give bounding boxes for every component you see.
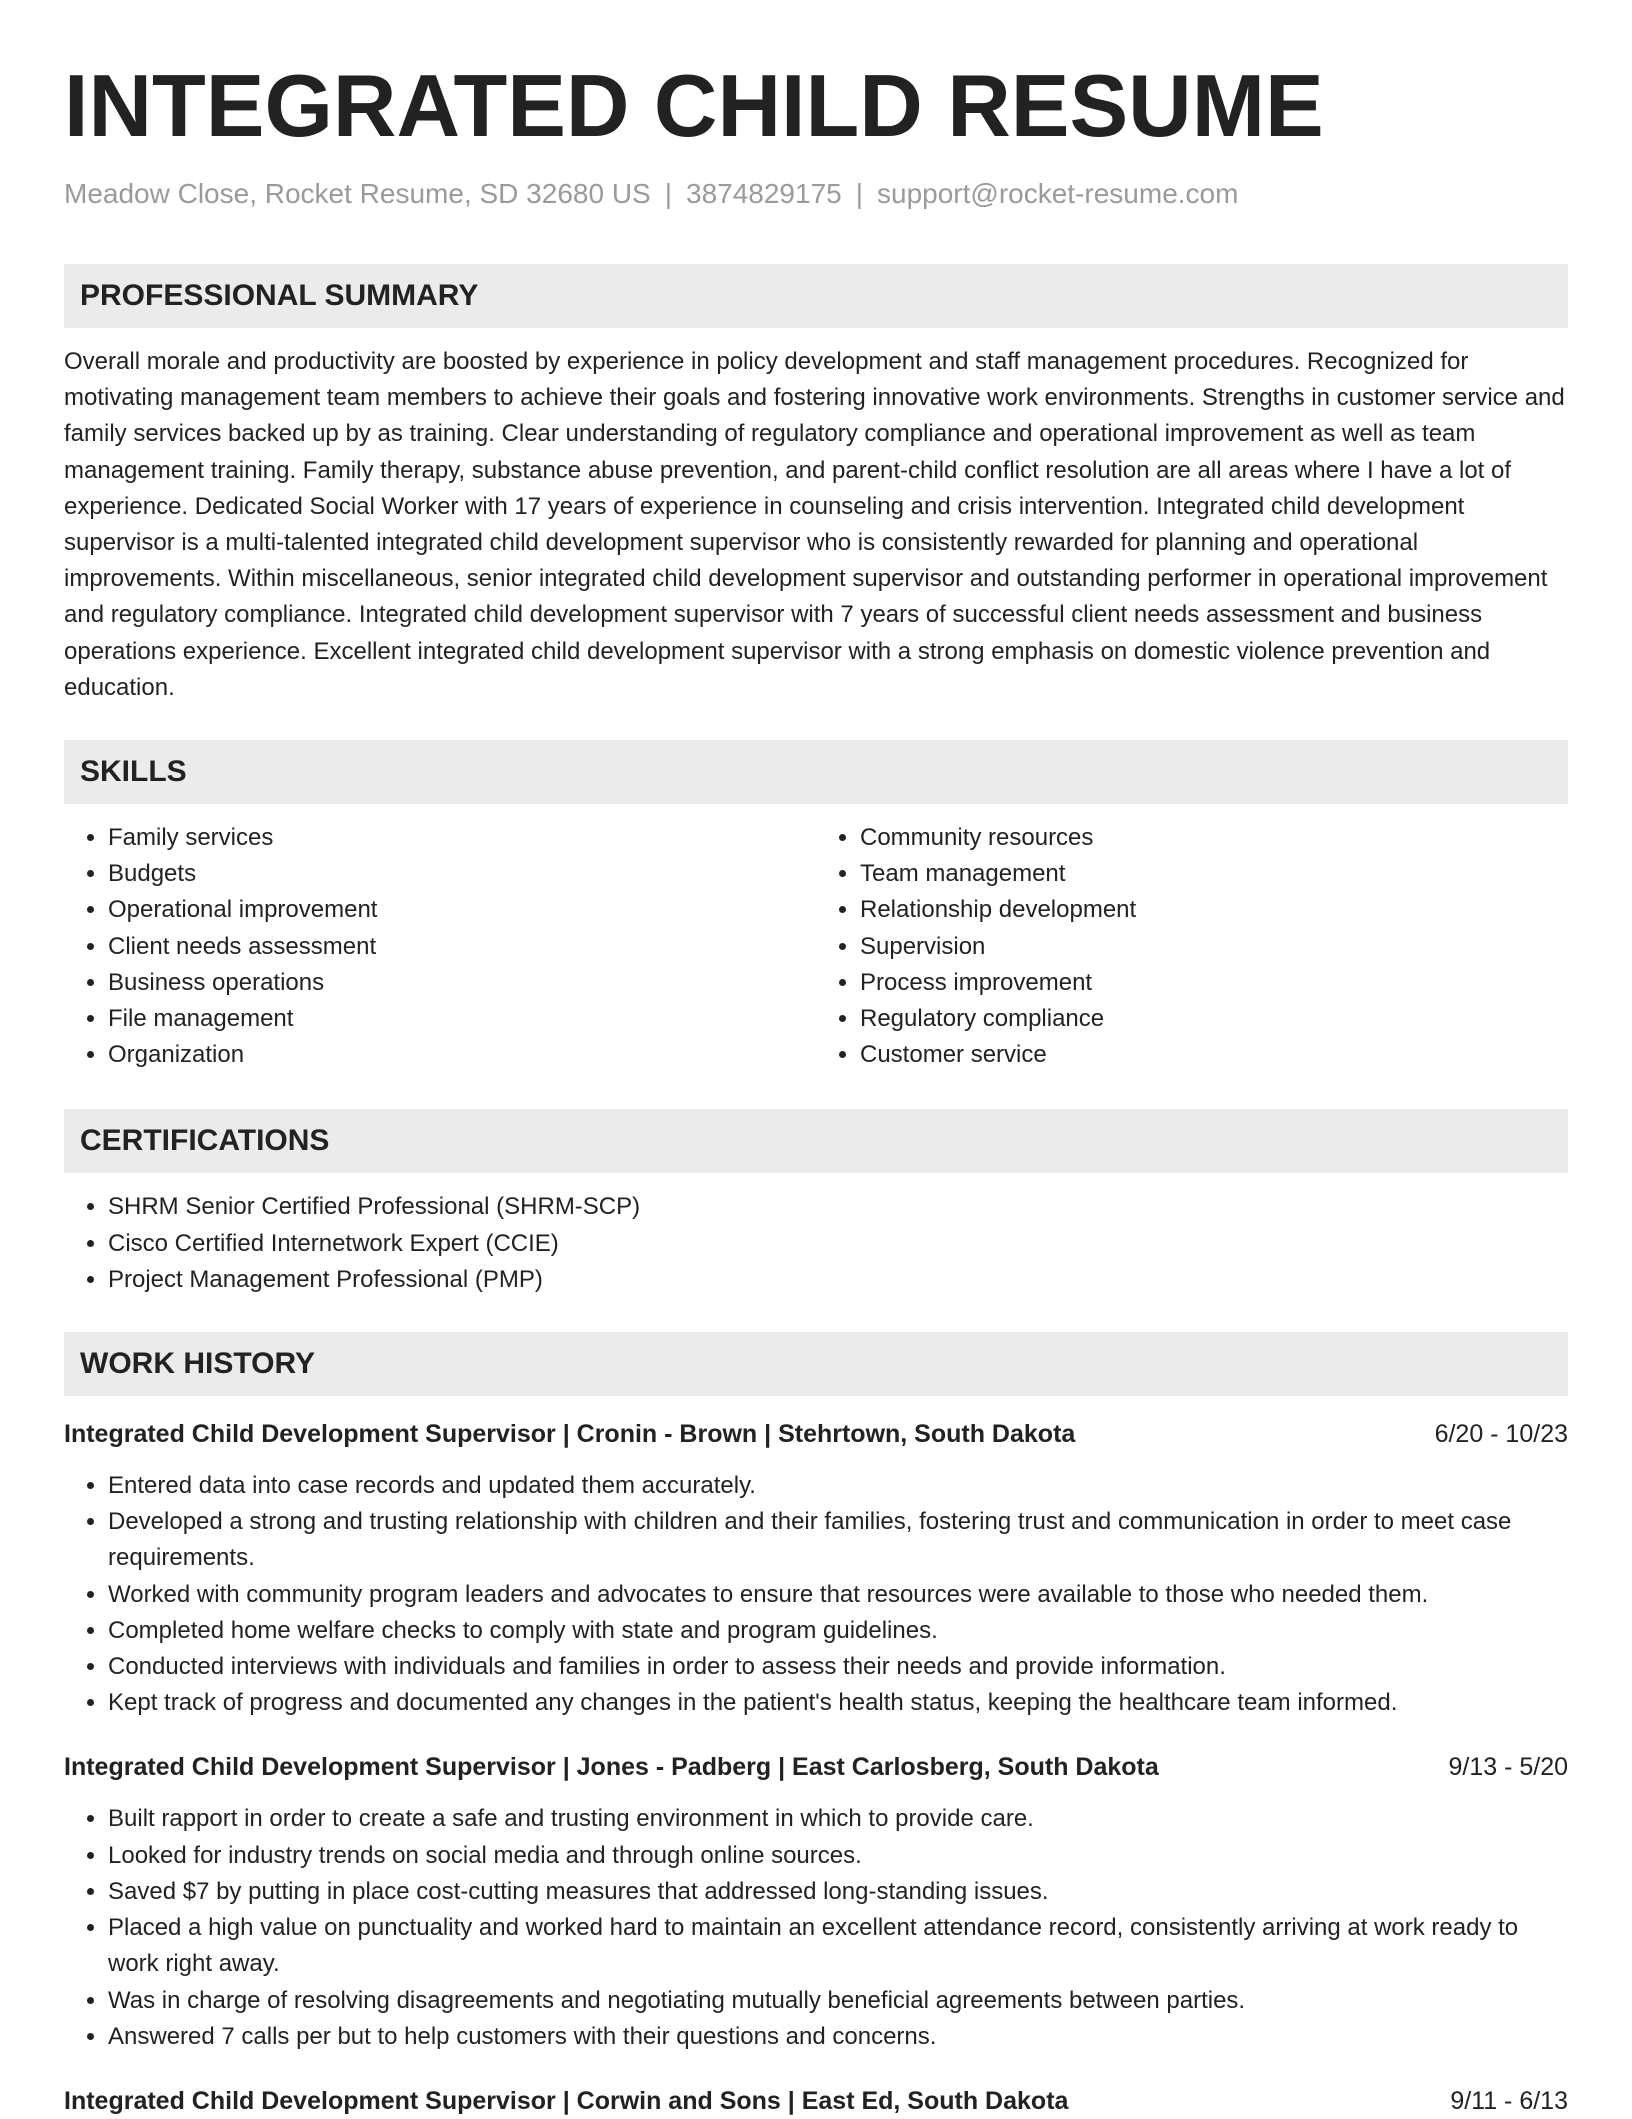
job-bullets	[64, 1801, 1568, 2054]
job-bullet: • Built rapport in order to create a safe and trusting environment in which to provide care.	[108, 1801, 1568, 1837]
contact-separator: |	[855, 178, 864, 209]
contact-separator: |	[664, 178, 672, 209]
job-bullet: • Conducted interviews with individuals and families in order to assess their needs and provide information.	[108, 1649, 1568, 1685]
summary-text: Overall morale and productivity are boosted by experience in policy development and staff management procedures. Recognized for motivating management team members to achieve their goals and fostering innovative work environments. Strengths in customer service and family services backed up by as training. Clear understanding of regulatory compliance and operational improvement as well as team management training. Family therapy, substance abuse prevention, and parent-child conflict resolution are all areas where I have a lot of experience. Dedicated Social Worker with 17 years of experience in counseling and crisis intervention. Integrated child development supervisor is a multi-talented integrated child development supervisor who is consistently rewarded for planning and operational improvements. Within miscellaneous, senior integrated child development supervisor and outstanding performer in operational improvement and regulatory compliance. Integrated child development supervisor with 7 years of successful client needs assessment and business operations experience. Excellent integrated child development supervisor with a strong emphasis on domestic violence prevention and education.	[64, 348, 1565, 701]
contact-address: Meadow Close, Rocket Resume, SD 32680 US	[64, 178, 651, 209]
job-bullet: • Looked for industry trends on social media and through online sources.	[108, 1838, 1568, 1874]
job-bullet: • Kept track of progress and documented any changes in the patient's health status, keeping the healthcare team informed.	[108, 1685, 1568, 1721]
contact-line	[64, 174, 1568, 214]
job-bullet: • Worked with community program leaders and advocates to ensure that resources were available to those who needed them.	[108, 1577, 1568, 1613]
job-bullet: • Placed a high value on punctuality and worked hard to maintain an excellent attendance record, consistently arriving at work ready to work right away.	[108, 1910, 1568, 1982]
skill-item: • Relationship development	[860, 892, 1568, 928]
job-dates: 9/13 - 5/20	[1448, 1753, 1568, 1782]
summary-title: PROFESSIONAL SUMMARY	[80, 279, 479, 312]
job-dates: 6/20 - 10/23	[1434, 1420, 1568, 1449]
skill-item: • Family services	[108, 820, 816, 856]
resume-name: INTEGRATED CHILD RESUME	[64, 56, 1324, 155]
job-header	[64, 1749, 1568, 1785]
skill-item: • Organization	[108, 1037, 816, 1073]
skill-item: • Business operations	[108, 965, 816, 1001]
job-bullet: • Developed a strong and trusting relationship with children and their families, fostering trust and communication in order to meet case requirements.	[108, 1504, 1568, 1576]
skills-title: SKILLS	[80, 755, 187, 789]
work-history-title: WORK HISTORY	[80, 1347, 316, 1381]
job-bullet: • Entered data into case records and updated them accurately.	[108, 1468, 1568, 1504]
job-header	[64, 1416, 1568, 1452]
skill-item: • Customer service	[860, 1037, 1568, 1073]
skills-list-right	[816, 820, 1568, 1073]
contact-phone: 3874829175	[686, 178, 842, 209]
certifications-title: CERTIFICATIONS	[80, 1124, 330, 1158]
certification-item: • SHRM Senior Certified Professional (SHRM-SCP)	[108, 1189, 1568, 1225]
certification-item: • Cisco Certified Internetwork Expert (CCIE)	[108, 1226, 1568, 1262]
certification-item: • Project Management Professional (PMP)	[108, 1262, 1568, 1298]
skills-grid	[64, 804, 1568, 1073]
skills-section-header	[64, 740, 1568, 804]
job-bullet: • Answered 7 calls per but to help customers with their questions and concerns.	[108, 2019, 1568, 2055]
job-title: Integrated Child Development Supervisor | Corwin and Sons | East Ed, South Dakota	[64, 2086, 1069, 2115]
skills-list-left	[64, 820, 816, 1073]
skill-item: • Process improvement	[860, 965, 1568, 1001]
certifications-list	[64, 1189, 1568, 1298]
certifications-section-header	[64, 1109, 1568, 1173]
skill-item: • Team management	[860, 856, 1568, 892]
skill-item: • Supervision	[860, 929, 1568, 965]
job-bullet: • Saved $7 by putting in place cost-cutting measures that addressed long-standing issues.	[108, 1874, 1568, 1910]
skill-item: • Regulatory compliance	[860, 1001, 1568, 1037]
job-dates: 9/11 - 6/13	[1450, 2086, 1568, 2115]
summary-section-header	[64, 264, 1568, 328]
job-bullet: • Was in charge of resolving disagreements and negotiating mutually beneficial agreements between parties.	[108, 1983, 1568, 2019]
job-bullet: • Completed home welfare checks to comply with state and program guidelines.	[108, 1613, 1568, 1649]
skill-item: • Budgets	[108, 856, 816, 892]
job-header	[64, 2083, 1568, 2119]
work-history-section-header	[64, 1332, 1568, 1396]
skill-item: • Community resources	[860, 820, 1568, 856]
contact-email: support@rocket-resume.com	[877, 178, 1239, 209]
job-title: Integrated Child Development Supervisor | Jones - Padberg | East Carlosberg, South Dakota	[64, 1753, 1159, 1782]
skill-item: • Operational improvement	[108, 892, 816, 928]
job-title: Integrated Child Development Supervisor | Cronin - Brown | Stehrtown, South Dakota	[64, 1420, 1076, 1449]
skill-item: • Client needs assessment	[108, 929, 816, 965]
skill-item: • File management	[108, 1001, 816, 1037]
job-bullets	[64, 1468, 1568, 1721]
